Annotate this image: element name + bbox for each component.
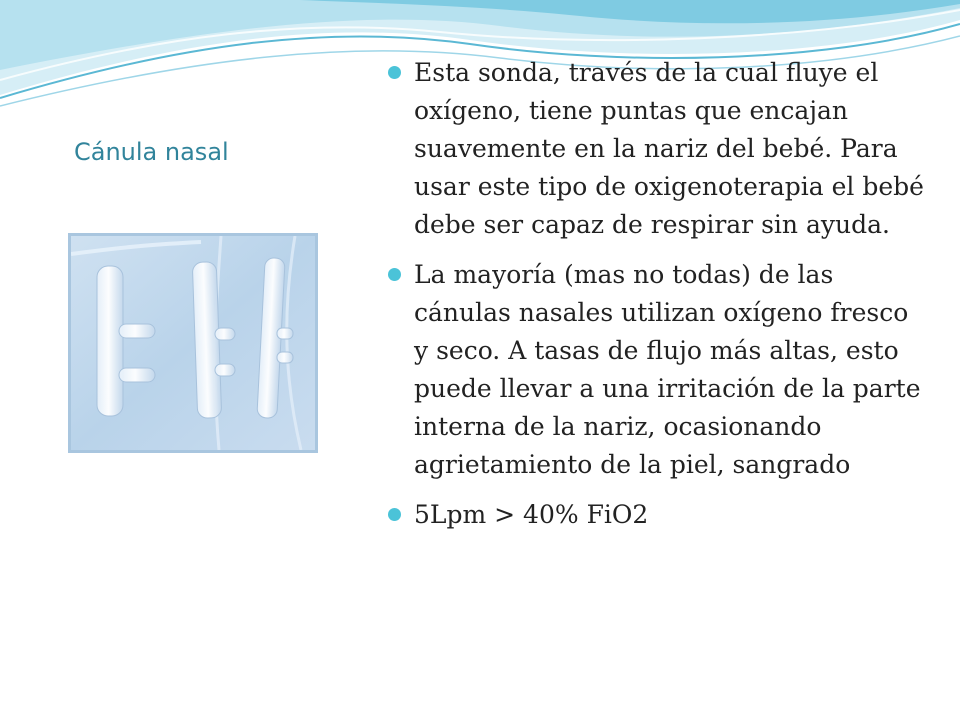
slide-title: Cánula nasal [74,138,229,166]
bullet-list [388,54,928,546]
nasal-cannula-photo [68,233,318,453]
bullet-marker-icon [388,508,401,521]
bullet-marker-icon [388,268,401,281]
bullet-text: La mayoría (mas no todas) de las cánulas nasales utilizan oxígeno fresco y seco. A tasas de flujo más altas, esto puede llevar a una irritación de la parte interna de la nariz, ocasionando agrietamiento de la piel, sangrado [414,260,921,479]
bullet-text: Esta sonda, través de la cual fluye el oxígeno, tiene puntas que encajan suavemente en la nariz del bebé. Para usar este tipo de oxigenoterapia el bebé debe ser capaz de respirar sin ayuda. [414,58,924,239]
bullet-text: 5Lpm > 40% FiO2 [414,500,649,529]
bullet-item [388,496,928,534]
bullet-item [388,54,928,244]
bullet-marker-icon [388,66,401,79]
bullet-item [388,256,928,484]
